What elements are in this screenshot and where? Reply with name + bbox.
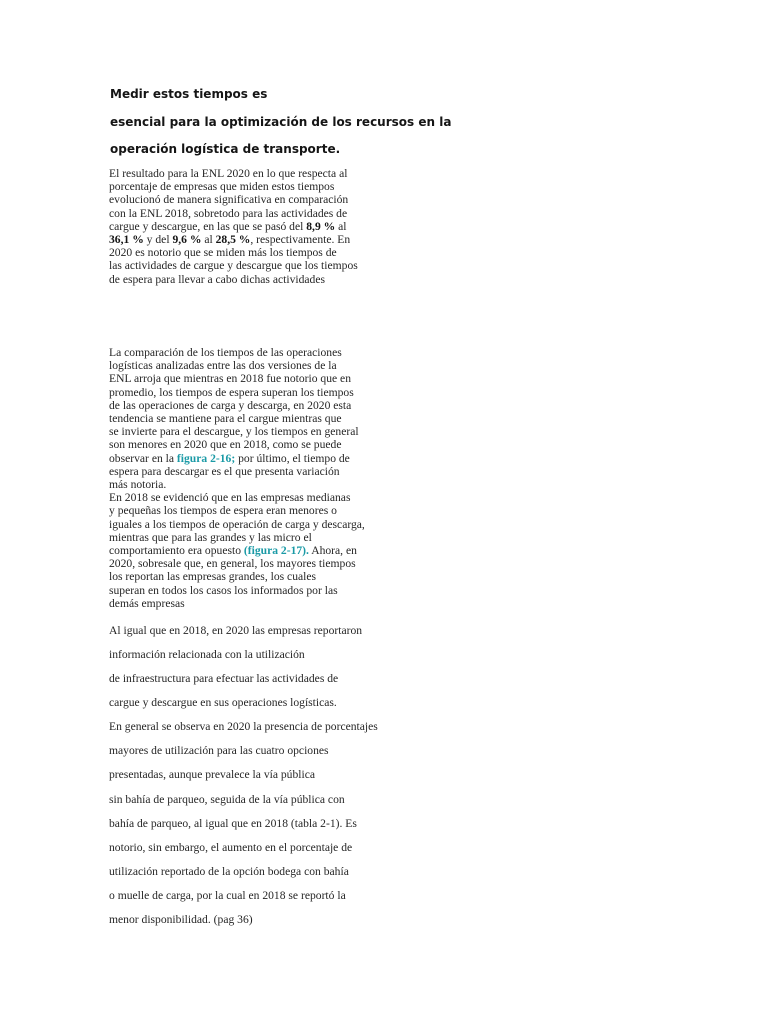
text-line: logísticas analizadas entre las dos versiones de la	[109, 359, 337, 373]
text-fragment: al	[201, 233, 216, 247]
text-fragment: comportamiento era opuesto	[109, 544, 244, 558]
text-line: Al igual que en 2018, en 2020 las empresas reportaron	[109, 624, 363, 637]
text-fragment: Ahora, en	[308, 544, 357, 558]
heading-line-1: Medir estos tiempos es	[110, 87, 268, 101]
text-line: mientras que para las grandes y las micro el	[109, 530, 312, 544]
heading-line-3: operación logística de transporte.	[110, 142, 341, 156]
bold-value: 8,9 %	[306, 219, 336, 233]
text-line: o muelle de carga, por la cual en 2018 se reportó la	[109, 889, 346, 902]
text-line: utilización reportado de la opción bodega con bahía	[109, 865, 349, 878]
heading-line-2: esencial para la optimización de los recursos en la	[110, 115, 452, 129]
text-line: En general se observa en 2020 la presencia de porcentajes	[109, 720, 378, 733]
text-line: ENL arroja que mientras en 2018 fue notorio que en	[109, 372, 351, 386]
text-line: cargue y descargue en sus operaciones logísticas.	[109, 696, 337, 709]
text-fragment: por último, el tiempo de	[235, 451, 350, 465]
text-line: tendencia se mantiene para el cargue mientras que	[109, 412, 342, 426]
text-line: presentadas, aunque prevalece la vía pública	[109, 768, 316, 781]
text-line: de infraestructura para efectuar las actividades de	[109, 672, 339, 685]
text-fragment: cargue y descargue, en las que se pasó del	[109, 219, 307, 233]
text-line: 2020, sobresale que, en general, los mayores tiempos	[109, 557, 356, 571]
text-fragment: y del	[143, 233, 173, 247]
text-line: bahía de parqueo, al igual que en 2018 (tabla 2-1). Es	[109, 817, 357, 830]
text-line: con la ENL 2018, sobretodo para las actividades de	[109, 206, 348, 220]
text-line: notorio, sin embargo, el aumento en el porcentaje de	[109, 841, 353, 854]
text-line	[109, 220, 399, 233]
text-line: La comparación de los tiempos de las operaciones	[109, 346, 342, 359]
text-line: iguales a los tiempos de operación de carga y descarga,	[109, 517, 365, 531]
bold-value: 28,5 %	[215, 233, 251, 247]
text-line: superan en todos los casos los informados por las	[109, 583, 338, 597]
text-line: información relacionada con la utilización	[109, 648, 305, 661]
text-line: los reportan las empresas grandes, los cuales	[109, 570, 317, 584]
text-line: En 2018 se evidenció que en las empresas medianas	[109, 491, 351, 505]
paragraph-results	[109, 167, 399, 286]
text-line: evolucionó de manera significativa en comparación	[109, 193, 349, 207]
text-line: menor disponibilidad. (pag 36)	[109, 913, 253, 926]
text-line: de las operaciones de carga y descarga, en 2020 esta	[109, 398, 352, 412]
bold-value: 9,6 %	[172, 233, 202, 247]
text-line: 2020 es notorio que se miden más los tiempos de	[109, 246, 337, 260]
text-line	[109, 452, 399, 465]
figure-2-16-link[interactable]: figura 2-16;	[176, 451, 236, 465]
bold-value: 36,1 %	[109, 233, 144, 247]
text-line: se invierte para el descargue, y los tiempos en general	[109, 425, 359, 439]
text-line: mayores de utilización para las cuatro opciones	[109, 744, 329, 757]
text-line: más notoria.	[109, 478, 167, 492]
text-line: El resultado para la ENL 2020 en lo que respecta al	[109, 167, 348, 180]
text-line: sin bahía de parqueo, seguida de la vía pública con	[109, 793, 345, 806]
text-line: porcentaje de empresas que miden estos tiempos	[109, 180, 335, 194]
text-line: demás empresas	[109, 596, 185, 610]
text-line: de espera para llevar a cabo dichas actividades	[109, 272, 325, 286]
text-line: y pequeñas los tiempos de espera eran menores o	[109, 504, 337, 518]
text-fragment: observar en la	[109, 451, 177, 465]
paragraph-comparison	[109, 346, 399, 610]
text-line: promedio, los tiempos de espera superan los tiempos	[109, 385, 354, 399]
text-fragment: al	[335, 219, 347, 233]
figure-2-17-link[interactable]: (figura 2-17).	[243, 544, 309, 558]
text-line	[109, 544, 399, 557]
text-fragment: , respectivamente. En	[250, 233, 351, 247]
text-line	[109, 233, 399, 246]
text-line: son menores en 2020 que en 2018, como se puede	[109, 438, 342, 452]
text-line: las actividades de cargue y descargue que los tiempos	[109, 259, 358, 273]
text-line: espera para descargar es el que presenta variación	[109, 464, 340, 478]
